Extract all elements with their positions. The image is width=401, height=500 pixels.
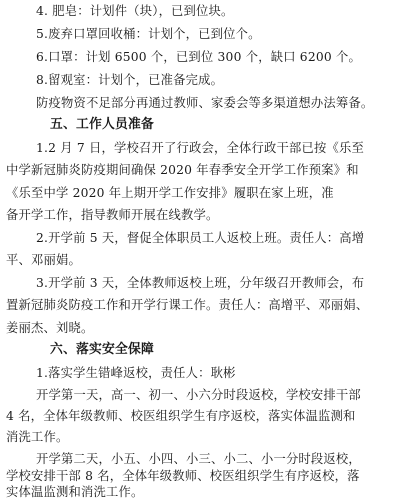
paragraph-line: 4 名，全体年级教师、校医组织学生有序返校，落实体温监测和 xyxy=(6,409,356,423)
item-soap: 4. 肥皂：计划件（块），已到位块。 xyxy=(36,4,234,18)
paragraph-line: 中学新冠肺炎防疫期间确保 2020 年春季安全开学工作预案》和 xyxy=(6,163,359,177)
supplies-note: 防疫物资不足部分再通过教师、家委会等多渠道想办法筹备。 xyxy=(36,96,374,110)
paragraph-line: 1.2 月 7 日，学校召开了行政会，全体行政干部已按《乐至 xyxy=(36,141,364,155)
paragraph-line: 开学第二天，小五、小四、小三、小二、小一分时段返校， xyxy=(36,452,361,466)
item-masks: 6.口罩：计划 6500 个，已到位 300 个，缺口 6200 个。 xyxy=(36,50,361,64)
paragraph-line: 备开学工作，指导教师开展在线教学。 xyxy=(6,208,219,222)
paragraph-line: 1.落实学生错峰返校，责任人：耿彬 xyxy=(36,366,236,380)
section-heading-staff: 五、工作人员准备 xyxy=(50,117,154,132)
paragraph-line: 3.开学前 3 天，全体教师返校上班，分年级召开教师会，布 xyxy=(36,276,365,290)
paragraph-line: 消洗工作。 xyxy=(6,430,69,444)
section-heading-safety: 六、落实安全保障 xyxy=(50,342,154,357)
paragraph-line: 置新冠肺炎防疫工作和开学行课工作。责任人：高增平、邓丽娟、 xyxy=(6,298,369,312)
paragraph-line: 平、邓丽娟。 xyxy=(6,253,81,267)
paragraph-line: 学校安排干部 8 名，全体年级教师、校医组织学生有序返校，落 xyxy=(6,469,360,483)
paragraph-line: 实体温监测和消洗工作。 xyxy=(6,485,144,499)
item-mask-bin: 5.废弃口罩回收桶：计划个，已到位个。 xyxy=(36,27,261,41)
item-observation-room: 8.留观室：计划个，已准备完成。 xyxy=(36,73,224,87)
paragraph-line: 开学第一天，高一、初一、小六分时段返校，学校安排干部 xyxy=(36,388,361,402)
paragraph-line: 2.开学前 5 天，督促全体职员工人返校上班。责任人：高增 xyxy=(36,231,365,245)
paragraph-line: 姜丽杰、刘晓。 xyxy=(6,321,94,335)
paragraph-line: 《乐至中学 2020 年上期开学工作安排》履职在家上班，准 xyxy=(6,186,334,200)
